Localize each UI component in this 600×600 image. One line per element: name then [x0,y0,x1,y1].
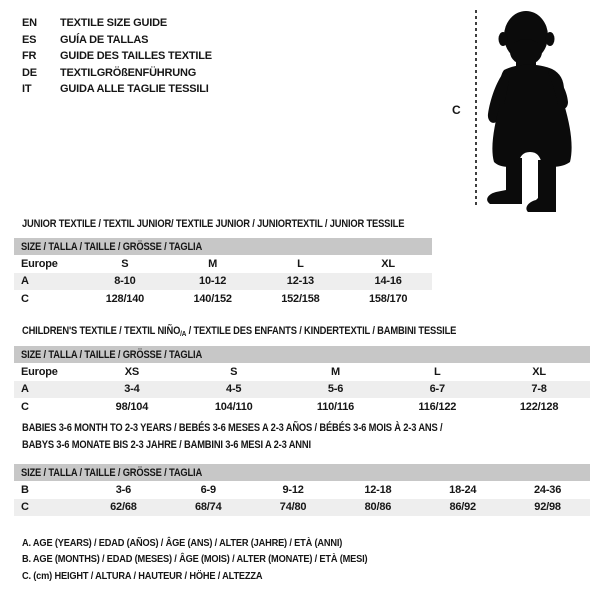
table-row [14,290,432,308]
language-code: DE [22,66,37,79]
size-cell: 3-6 [115,483,132,496]
language-row [22,48,212,65]
size-cell: M [331,365,340,378]
footnote-c: C. (cm) HEIGHT / ALTURA / HAUTEUR / HÖHE / ALTEZZA [22,569,263,582]
section-title-line1: BABIES 3-6 MONTH TO 2-3 YEARS / BEBÉS 3-6 MESES A 2-3 AÑOS / BÉBÉS 3-6 MOIS À 2-3 ANS / [22,422,443,434]
language-title: TEXTILGRÖßENFÜHRUNG [60,66,197,79]
size-cell: 128/140 [105,292,145,305]
table-row [14,363,590,381]
row-label: C [21,501,29,514]
title-post: / TEXTILE DES ENFANTS / KINDERTEXTIL / BAMBINI TESSILE [186,325,457,337]
size-cell: 7-8 [531,383,547,396]
size-cell: 6-7 [429,383,445,396]
table-header-text: SIZE / TALLA / TAILLE / GRÖSSE / TAGLIA [21,348,203,361]
table-row [14,398,590,416]
junior-size-table [14,238,432,308]
language-title: TEXTILE SIZE GUIDE [60,17,168,29]
table-header-text: SIZE / TALLA / TAILLE / GRÖSSE / TAGLIA [21,240,203,253]
size-cell: 18-24 [449,483,477,496]
size-cell: S [230,365,238,378]
children-size-table [14,346,590,416]
row-label: B [21,483,29,496]
row-label: A [21,275,29,288]
section-title-line2: BABYS 3-6 MONATE BIS 2-3 JAHRE / BAMBINI 3-6 MESI A 2-3 ANNI [22,439,311,451]
size-cell: 104/110 [214,400,253,413]
row-label: Europe [21,365,58,378]
language-code: FR [22,50,37,63]
table-row [14,481,590,499]
size-cell: 12-18 [364,483,392,496]
size-cell: 110/116 [316,400,355,413]
section-title-children [22,323,533,342]
section-title-text: JUNIOR TEXTILE / TEXTIL JUNIOR/ TEXTILE JUNIOR / JUNIORTEXTIL / JUNIOR TESSILE [22,218,405,230]
table-row [14,273,432,291]
row-label: A [21,383,29,396]
size-cell: M [208,257,218,270]
row-label: C [21,292,29,305]
title-pre: CHILDREN'S TEXTILE / TEXTIL NIÑO [22,325,181,337]
size-cell: 68/74 [194,501,222,514]
size-cell: 10-12 [199,275,227,288]
size-cell: 8-10 [114,275,136,288]
size-cell: 4-5 [226,383,242,396]
size-cell: 86/92 [449,501,476,514]
table-header-text: SIZE / TALLA / TAILLE / GRÖSSE / TAGLIA [21,466,203,479]
table-row [14,381,590,399]
size-cell: 122/128 [519,400,559,413]
footnote-a: A. AGE (YEARS) / EDAD (AÑOS) / ÂGE (ANS) / ALTER (JAHRE) / ETÀ (ANNI) [22,537,343,549]
size-cell: XS [124,365,140,378]
size-cell: 158/170 [368,292,408,305]
table-row [14,499,590,517]
footnote-b: B. AGE (MONTHS) / EDAD (MESES) / ÂGE (MOIS) / ALTER (MONATE) / ETÀ (MESI) [22,553,368,566]
size-cell: 62/68 [110,501,137,514]
section-title-text [22,323,456,342]
size-cell: L [434,365,441,378]
language-row [22,15,212,32]
size-cell: S [121,257,129,270]
table-header-bar [14,346,590,363]
size-cell: 9-12 [282,483,304,496]
section-title-babies [22,420,517,454]
table-header-bar [14,464,590,481]
title-subscript: /A [180,329,187,338]
size-cell: 14-16 [374,275,402,288]
size-cell: 116/122 [418,400,457,413]
size-cell: 24-36 [533,483,562,496]
language-code: ES [22,33,37,46]
size-cell: XL [381,257,395,270]
row-label: C [21,400,29,413]
language-row [22,65,212,82]
table-row [14,255,432,273]
size-cell: 152/158 [281,292,320,305]
babies-size-table [14,464,590,516]
size-cell: 74/80 [279,501,307,514]
height-measure-dashed-line [475,10,477,207]
section-title-junior [22,216,472,233]
language-title: GUIDA ALLE TAGLIE TESSILI [60,83,209,96]
size-cell: 92/98 [534,501,561,514]
language-code: EN [22,17,37,29]
size-cell: XL [532,365,546,378]
size-cell: L [297,257,304,270]
height-measure-label: C [452,103,461,117]
size-cell: 80/86 [364,501,392,514]
size-cell: 6-9 [200,483,216,496]
table-header-bar [14,238,432,255]
row-label: Europe [21,257,58,270]
footnote-legend [22,535,415,584]
language-row [22,81,212,98]
language-row [22,32,212,49]
size-cell: 12-13 [286,275,314,288]
language-title: GUIDE DES TAILLES TEXTILE [60,50,212,63]
size-cell: 140/152 [193,292,232,305]
size-cell: 98/104 [115,400,149,413]
language-heading-list [22,15,212,98]
language-title: GUÍA DE TALLAS [60,33,149,46]
baby-silhouette-image [480,8,592,214]
size-cell: 5-6 [327,383,344,396]
language-code: IT [22,83,32,96]
size-cell: 3-4 [124,383,140,396]
